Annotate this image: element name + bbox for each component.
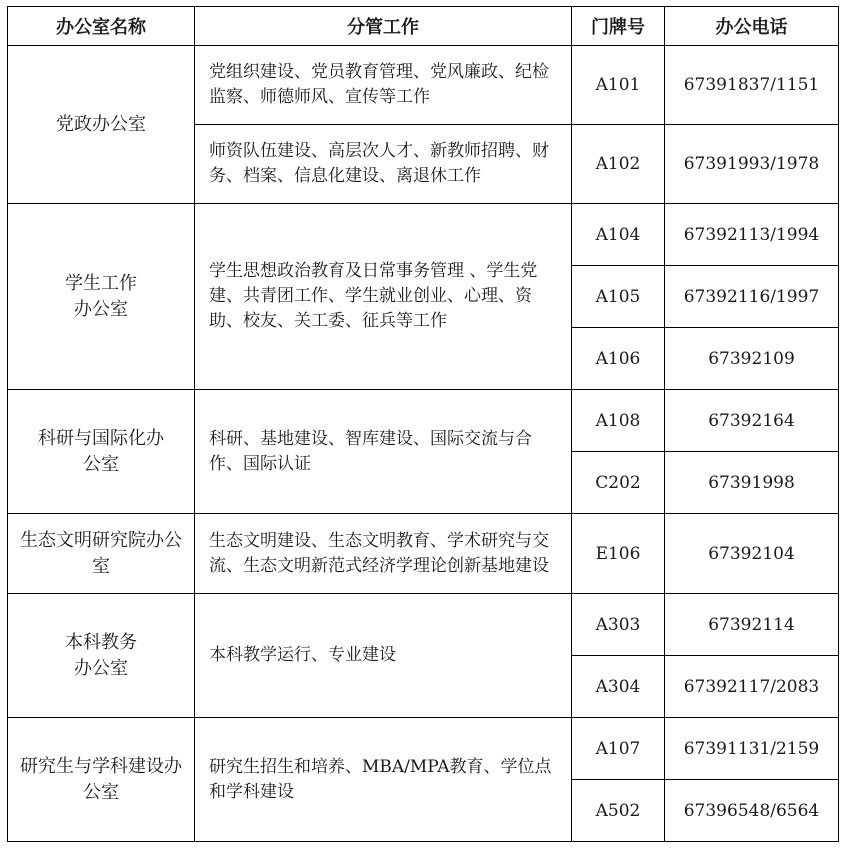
office-name-party-admin: 党政办公室: [8, 46, 195, 204]
phone-cell: 67392114: [665, 594, 839, 656]
table-row: [8, 718, 839, 780]
table-row: [8, 46, 839, 125]
office-directory-table: [7, 6, 839, 842]
phone-cell: 67392116/1997: [665, 266, 839, 328]
office-name-research-international: 科研与国际化办公室: [8, 390, 195, 514]
phone-cell: 67392117/2083: [665, 656, 839, 718]
header-row: [8, 7, 839, 46]
header-phone: 办公电话: [665, 7, 839, 46]
room-cell: A108: [572, 390, 665, 452]
duties-cell: 研究生招生和培养、MBA/MPA教育、学位点和学科建设: [195, 718, 572, 842]
header-office-name: 办公室名称: [8, 7, 195, 46]
table-row: [8, 204, 839, 266]
office-name-eco-civilization: 生态文明研究院办公室: [8, 514, 195, 594]
phone-cell: 67392104: [665, 514, 839, 594]
room-cell: A104: [572, 204, 665, 266]
office-name-student-affairs: 学生工作办公室: [8, 204, 195, 390]
room-cell: A304: [572, 656, 665, 718]
phone-cell: 67391837/1151: [665, 46, 839, 125]
phone-cell: 67392109: [665, 328, 839, 390]
duties-cell: 科研、基地建设、智库建设、国际交流与合作、国际认证: [195, 390, 572, 514]
header-room: 门牌号: [572, 7, 665, 46]
phone-cell: 67396548/6564: [665, 780, 839, 842]
room-cell: A107: [572, 718, 665, 780]
phone-cell: 67392164: [665, 390, 839, 452]
duties-cell: 本科教学运行、专业建设: [195, 594, 572, 718]
room-cell: A105: [572, 266, 665, 328]
phone-cell: 67391131/2159: [665, 718, 839, 780]
header-duties: 分管工作: [195, 7, 572, 46]
table-row: [8, 514, 839, 594]
duties-cell: 学生思想政治教育及日常事务管理 、学生党建、共青团工作、学生就业创业、心理、资助、校友、关工委、征兵等工作: [195, 204, 572, 390]
room-cell: C202: [572, 452, 665, 514]
duties-cell: 师资队伍建设、高层次人才、新教师招聘、财务、档案、信息化建设、离退休工作: [195, 125, 572, 204]
phone-cell: 67392113/1994: [665, 204, 839, 266]
phone-cell: 67391998: [665, 452, 839, 514]
office-name-graduate-discipline: 研究生与学科建设办公室: [8, 718, 195, 842]
duties-cell: 党组织建设、党员教育管理、党风廉政、纪检监察、师德师风、宣传等工作: [195, 46, 572, 125]
office-name-undergrad-affairs: 本科教务办公室: [8, 594, 195, 718]
room-cell: A502: [572, 780, 665, 842]
table-row: [8, 594, 839, 656]
room-cell: A101: [572, 46, 665, 125]
phone-cell: 67391993/1978: [665, 125, 839, 204]
table-row: [8, 390, 839, 452]
room-cell: A102: [572, 125, 665, 204]
room-cell: A106: [572, 328, 665, 390]
duties-cell: 生态文明建设、生态文明教育、学术研究与交流、生态文明新范式经济学理论创新基地建设: [195, 514, 572, 594]
room-cell: A303: [572, 594, 665, 656]
room-cell: E106: [572, 514, 665, 594]
